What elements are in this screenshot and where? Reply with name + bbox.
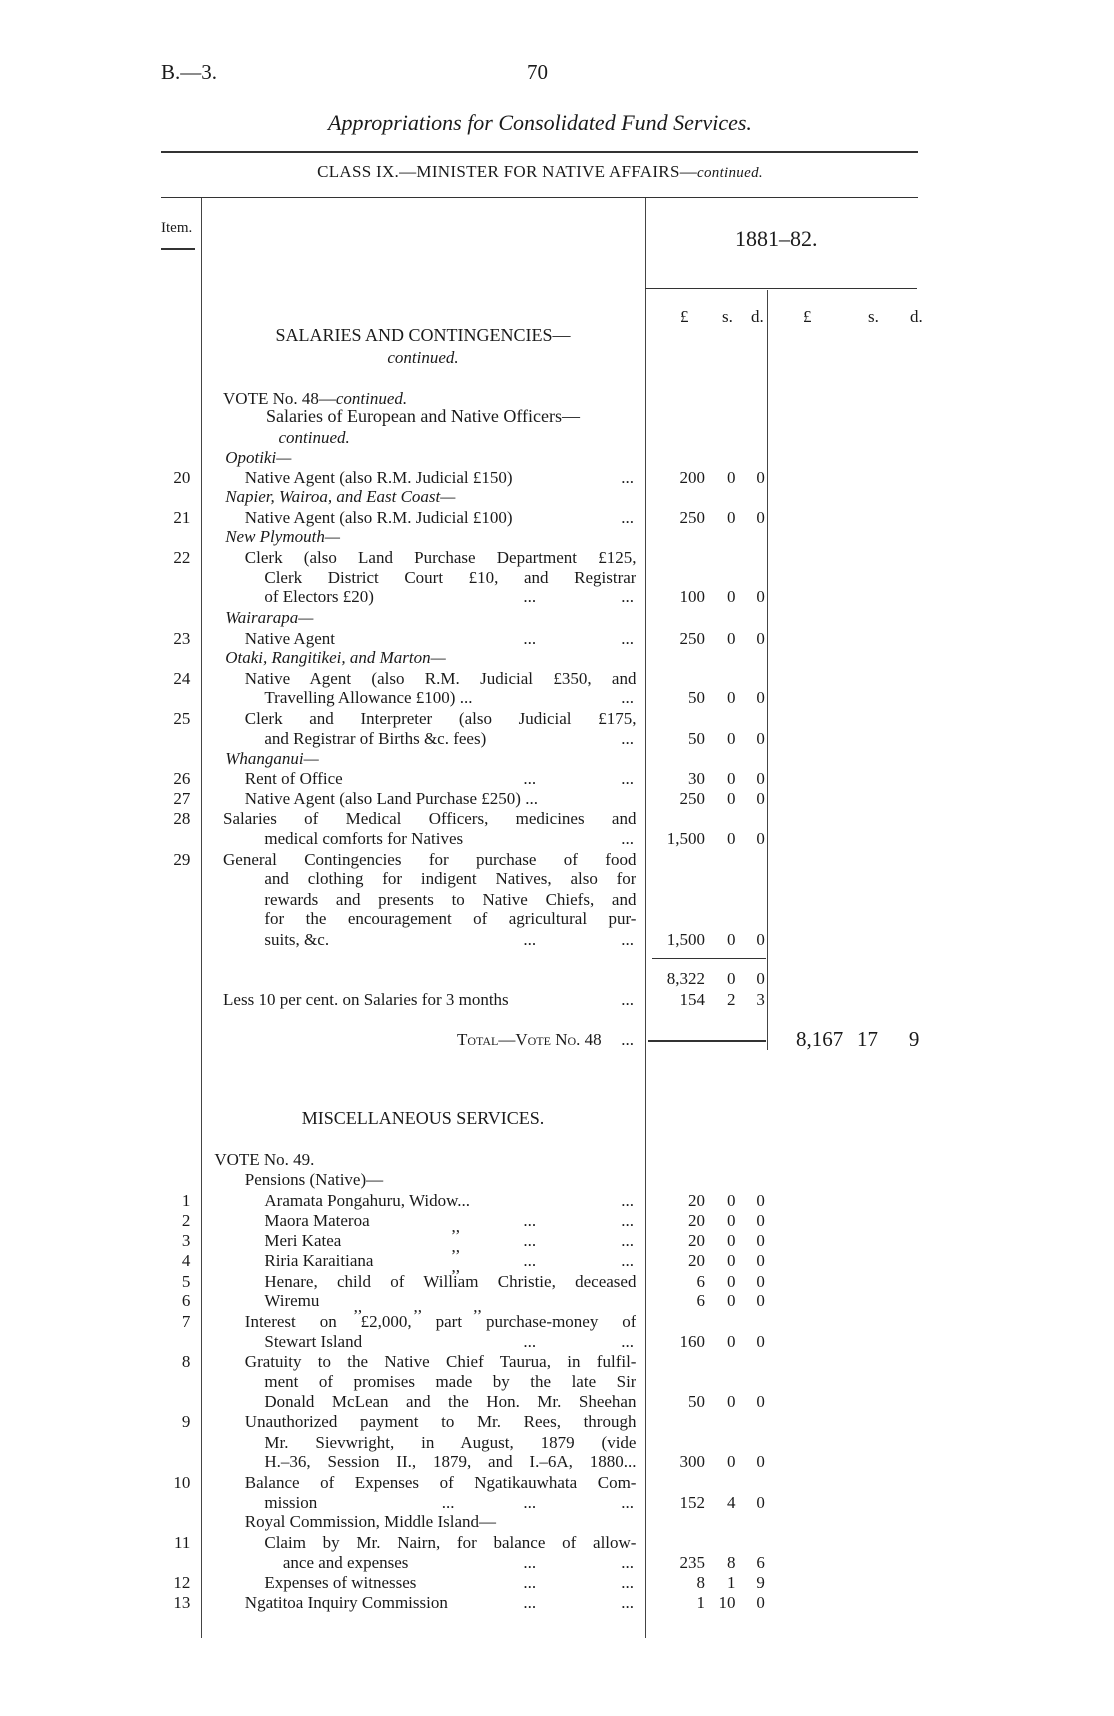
amount-pounds: 250	[679, 628, 706, 648]
ditto-mark: ,,	[451, 1256, 461, 1276]
item-number: 25	[173, 709, 191, 729]
line-text: VOTE No. 49.	[214, 1149, 315, 1169]
line-text: H.–36, Session II., 1879, and I.–6A, 1880...	[264, 1452, 637, 1472]
amount-pence: 0	[756, 688, 765, 708]
vote-heading-suffix: continued.	[335, 389, 408, 409]
total-pound-header: £	[803, 307, 812, 326]
line-text: Clerk (also Land Purchase Department £125,	[244, 548, 637, 568]
line-text: Henare, child of William Christie, deceased	[264, 1271, 637, 1291]
line-text: Otaki, Rangitikei, and Marton—	[225, 648, 446, 668]
line-text: Rent of Office	[244, 769, 343, 788]
dot-leader: ...	[621, 1231, 634, 1251]
amount-shillings: 0	[727, 688, 736, 708]
amount-pounds: 20	[688, 1231, 706, 1251]
dot-leader: ...	[523, 628, 537, 648]
dot-leader: ...	[621, 1573, 634, 1593]
line-text: Claim by Mr. Nairn, for balance of allow-	[264, 1532, 637, 1552]
item-number: 12	[173, 1573, 191, 1593]
amount-shillings: 8	[727, 1553, 736, 1573]
class-heading-suffix: continued.	[697, 165, 763, 181]
dot-leader: ...	[621, 1331, 634, 1351]
line-text: mission	[264, 1492, 318, 1512]
item-number: 4	[181, 1250, 191, 1270]
line-text: Wiremu	[264, 1291, 320, 1311]
amount-pounds: 20	[688, 1210, 706, 1230]
dot-leader: ...	[621, 1210, 634, 1230]
item-number: 2	[181, 1210, 191, 1230]
total-dash-rule	[648, 1040, 766, 1042]
amount-pounds: 30	[688, 769, 706, 788]
dot-leader: ...	[621, 688, 634, 708]
amount-pounds: 50	[688, 728, 706, 748]
item-number: 5	[181, 1271, 191, 1291]
item-number: 1	[181, 1191, 191, 1211]
item-number: 3	[181, 1231, 191, 1251]
line-text: Clerk and Interpreter (also Judicial £175,	[244, 709, 637, 729]
total-pence: 9	[908, 1027, 920, 1052]
dot-leader: ...	[621, 1553, 634, 1573]
amount-pounds: 300	[679, 1452, 706, 1472]
item-column-header: Item.	[161, 220, 193, 236]
amount-shillings: 0	[727, 969, 736, 989]
line-text: medical comforts for Natives	[264, 828, 464, 848]
amount-pence: 0	[756, 1331, 765, 1351]
amount-pence: 0	[756, 1291, 765, 1311]
amount-pence: 0	[756, 1592, 765, 1612]
amount-pounds: 20	[688, 1191, 706, 1211]
class-heading-text: CLASS IX.—MINISTER FOR NATIVE AFFAIRS—	[317, 162, 698, 181]
amount-pence: 0	[756, 467, 765, 487]
line-text: Maora Materoa	[264, 1210, 370, 1230]
amount-pounds: 6	[696, 1291, 706, 1311]
amount-pence: 0	[756, 769, 765, 788]
line-text: Donald McLean and the Hon. Mr. Sheehan	[264, 1392, 637, 1412]
dot-leader: ...	[621, 1191, 634, 1211]
amount-pounds: 250	[679, 507, 706, 527]
amount-pounds: 250	[679, 788, 706, 808]
pence-header: d.	[751, 307, 764, 326]
shillings-header: s.	[722, 307, 733, 326]
section-heading: continued.	[387, 347, 459, 367]
total-pence-header: d.	[910, 307, 923, 326]
dot-leader: ...	[621, 728, 634, 748]
item-number: 8	[181, 1352, 191, 1372]
line-text: Ngatitoa Inquiry Commission	[244, 1592, 448, 1612]
line-text: Expenses of witnesses	[264, 1573, 417, 1593]
line-text: Wairarapa—	[225, 607, 314, 627]
amount-pence: 0	[756, 828, 765, 848]
line-text: Clerk District Court £10, and Registrar	[264, 567, 637, 587]
item-number: 7	[181, 1311, 191, 1331]
amount-pence: 0	[756, 1231, 765, 1251]
line-text: Native Agent	[244, 628, 335, 648]
document-reference: B.—3.	[161, 60, 218, 84]
line-text: Aramata Pongahuru, Widow...	[264, 1191, 471, 1211]
amount-shillings: 0	[727, 930, 736, 950]
amount-pounds: 6	[696, 1271, 706, 1291]
amount-shillings: 0	[727, 1191, 736, 1211]
amount-shillings: 0	[727, 467, 736, 487]
line-text: for the encouragement of agricultural pur-	[264, 909, 637, 929]
amount-pence: 0	[756, 728, 765, 748]
amount-shillings: 0	[727, 1210, 736, 1230]
amount-pounds: 152	[679, 1492, 706, 1512]
line-text: Travelling Allowance £100) ...	[264, 688, 473, 708]
line-text: Native Agent (also R.M. Judicial £100)	[244, 507, 513, 527]
amount-pounds: 50	[688, 688, 706, 708]
line-text: Whanganui—	[225, 749, 319, 769]
item-number: 26	[173, 769, 191, 788]
amount-pence: 0	[756, 1492, 765, 1512]
item-number: 11	[174, 1532, 191, 1552]
line-text: Napier, Wairoa, and East Coast—	[225, 487, 456, 507]
item-number: 22	[173, 548, 191, 568]
amount-shillings: 0	[727, 1291, 736, 1311]
amount-pence: 0	[756, 1210, 765, 1230]
dot-leader: ...	[523, 1210, 537, 1230]
amount-pounds: 8,322	[666, 969, 706, 989]
line-text: continued.	[278, 428, 350, 448]
dot-leader: ...	[621, 1492, 634, 1512]
amount-pounds: 1	[696, 1592, 706, 1612]
dot-leader: ...	[621, 587, 634, 607]
item-number: 24	[173, 668, 191, 688]
ditto-mark: ,,	[473, 1297, 482, 1317]
line-text: Unauthorized payment to Mr. Rees, through	[244, 1412, 637, 1432]
line-text: Less 10 per cent. on Salaries for 3 months	[223, 989, 509, 1009]
amount-shillings: 0	[727, 728, 736, 748]
amount-shillings: 0	[727, 1392, 736, 1412]
amount-shillings: 0	[727, 587, 736, 607]
vote-total-label: Total—Vote No. 48	[456, 1030, 602, 1050]
amount-pounds: 235	[679, 1553, 706, 1573]
item-underline	[161, 248, 195, 250]
amount-shillings: 0	[727, 628, 736, 648]
dot-leader: ...	[523, 1553, 537, 1573]
dot-leader: ...	[621, 507, 634, 527]
item-number: 20	[173, 467, 191, 487]
dot-leader: ...	[523, 1231, 537, 1251]
dot-leader: ...	[621, 989, 634, 1009]
amount-pence: 0	[756, 969, 765, 989]
dot-leader: ...	[621, 1030, 634, 1050]
amount-shillings: 0	[727, 1231, 736, 1251]
item-number: 23	[173, 628, 191, 648]
total-shillings-header: s.	[868, 307, 879, 326]
item-number: 10	[173, 1472, 191, 1492]
dot-leader: ...	[621, 628, 634, 648]
total-shillings: 17	[857, 1027, 879, 1052]
amount-shillings: 0	[727, 1452, 736, 1472]
line-text: Mr. Sievwright, in August, 1879 (vide	[264, 1432, 637, 1452]
page-title: Appropriations for Consolidated Fund Services.	[328, 110, 752, 135]
amount-pence: 0	[756, 628, 765, 648]
amount-shillings: 0	[727, 788, 736, 808]
amount-shillings: 1	[727, 1573, 736, 1593]
dot-leader: ...	[523, 587, 537, 607]
dot-leader: ...	[621, 828, 634, 848]
dot-leader: ...	[523, 1573, 537, 1593]
line-text: Riria Karaitiana	[264, 1250, 374, 1270]
amount-pounds: 20	[688, 1250, 706, 1270]
line-text: Interest on £2,000, part purchase-money of	[244, 1311, 637, 1331]
line-text: ance and expenses	[282, 1553, 409, 1573]
ditto-mark: ,,	[353, 1297, 363, 1317]
class-rule	[161, 197, 918, 198]
pound-header: £	[680, 307, 689, 326]
line-text: Native Agent (also R.M. Judicial £150)	[244, 467, 513, 487]
amount-pence: 0	[756, 930, 765, 950]
amount-pounds: 1,500	[666, 930, 706, 950]
line-text: and clothing for indigent Natives, also for	[264, 869, 637, 889]
amount-pounds: 100	[679, 587, 706, 607]
amount-pence: 0	[756, 1271, 765, 1291]
line-text: Gratuity to the Native Chief Taurua, in fulfil-	[244, 1352, 637, 1372]
total-pounds: 8,167	[795, 1027, 844, 1052]
amount-pence: 6	[756, 1553, 765, 1573]
year-rule	[645, 288, 917, 289]
amount-shillings: 0	[727, 507, 736, 527]
amount-shillings: 0	[727, 1271, 736, 1291]
amount-pounds: 154	[679, 989, 706, 1009]
dot-leader: ...	[621, 769, 634, 788]
item-number: 6	[181, 1291, 191, 1311]
dot-leader: ...	[523, 769, 537, 788]
amount-pounds: 8	[696, 1573, 706, 1593]
amount-pence: 0	[756, 1250, 765, 1270]
amount-shillings: 2	[727, 989, 736, 1009]
line-text: rewards and presents to Native Chiefs, and	[264, 889, 637, 909]
subtotal-rule	[652, 958, 766, 959]
amount-pence: 0	[756, 507, 765, 527]
amount-pounds: 50	[688, 1392, 706, 1412]
dot-leader: ...	[523, 1331, 537, 1351]
amount-shillings: 4	[727, 1492, 736, 1512]
amount-shillings: 0	[727, 769, 736, 788]
amount-pence: 0	[756, 788, 765, 808]
line-text: suits, &c.	[264, 930, 330, 950]
amount-pounds: 200	[679, 467, 706, 487]
amount-pounds: 160	[679, 1331, 706, 1351]
item-number: 13	[173, 1592, 191, 1612]
dot-leader: ...	[441, 1492, 455, 1512]
dot-leader: ...	[523, 1492, 537, 1512]
item-number: 28	[173, 809, 191, 829]
item-number: 27	[173, 788, 191, 808]
amount-column-divider	[645, 198, 646, 1638]
ditto-mark: ,,	[451, 1237, 461, 1257]
line-text: Meri Katea	[264, 1231, 342, 1251]
dot-leader: ...	[621, 1250, 634, 1270]
line-text: ment of promises made by the late Sir	[264, 1371, 637, 1391]
amount-pence: 0	[756, 1392, 765, 1412]
line-text: Opotiki—	[225, 448, 292, 468]
ditto-mark: ,,	[413, 1297, 422, 1317]
line-text: Native Agent (also Land Purchase £250) ...	[244, 788, 538, 808]
line-text: Balance of Expenses of Ngatikauwhata Com-	[244, 1472, 637, 1492]
line-text: Royal Commission, Middle Island—	[244, 1512, 497, 1532]
dot-leader: ...	[621, 930, 634, 950]
line-text: General Contingencies for purchase of food	[223, 849, 637, 869]
item-number: 21	[173, 507, 191, 527]
dot-leader: ...	[621, 467, 634, 487]
line-text: and Registrar of Births &c. fees)	[264, 728, 487, 748]
amount-pounds: 1,500	[666, 828, 706, 848]
section-heading: Salaries of European and Native Officers—	[265, 405, 581, 426]
amount-pence: 0	[756, 1191, 765, 1211]
amount-pence: 0	[756, 587, 765, 607]
vote-heading-text: VOTE No. 48—	[223, 389, 336, 409]
line-text: Stewart Island	[264, 1331, 363, 1351]
section-heading: MISCELLANEOUS SERVICES.	[301, 1107, 545, 1128]
amount-shillings: 10	[718, 1592, 736, 1612]
subtotal-column-divider	[767, 290, 768, 1050]
class-heading	[0, 162, 1080, 182]
amount-pence: 3	[756, 989, 765, 1009]
amount-pence: 9	[756, 1573, 765, 1593]
dot-leader: ...	[523, 1250, 537, 1270]
item-number: 9	[181, 1412, 191, 1432]
line-text: New Plymouth—	[225, 527, 340, 547]
dot-leader: ...	[621, 1592, 634, 1612]
amount-shillings: 0	[727, 1331, 736, 1351]
line-text: Pensions (Native)—	[244, 1170, 384, 1190]
section-heading: SALARIES AND CONTINGENCIES—	[275, 325, 571, 346]
item-number: 29	[173, 849, 191, 869]
year-header: 1881–82.	[735, 226, 818, 251]
title-rule	[161, 151, 918, 153]
ditto-mark: ,,	[451, 1216, 461, 1236]
line-text: Salaries of Medical Officers, medicines and	[223, 809, 637, 829]
amount-shillings: 0	[727, 828, 736, 848]
line-text: of Electors £20)	[264, 587, 374, 607]
line-text: Native Agent (also R.M. Judicial £350, and	[244, 668, 637, 688]
amount-pence: 0	[756, 1452, 765, 1472]
amount-shillings: 0	[727, 1250, 736, 1270]
dot-leader: ...	[523, 1592, 537, 1612]
page-number: 70	[527, 60, 548, 84]
dot-leader: ...	[523, 930, 537, 950]
